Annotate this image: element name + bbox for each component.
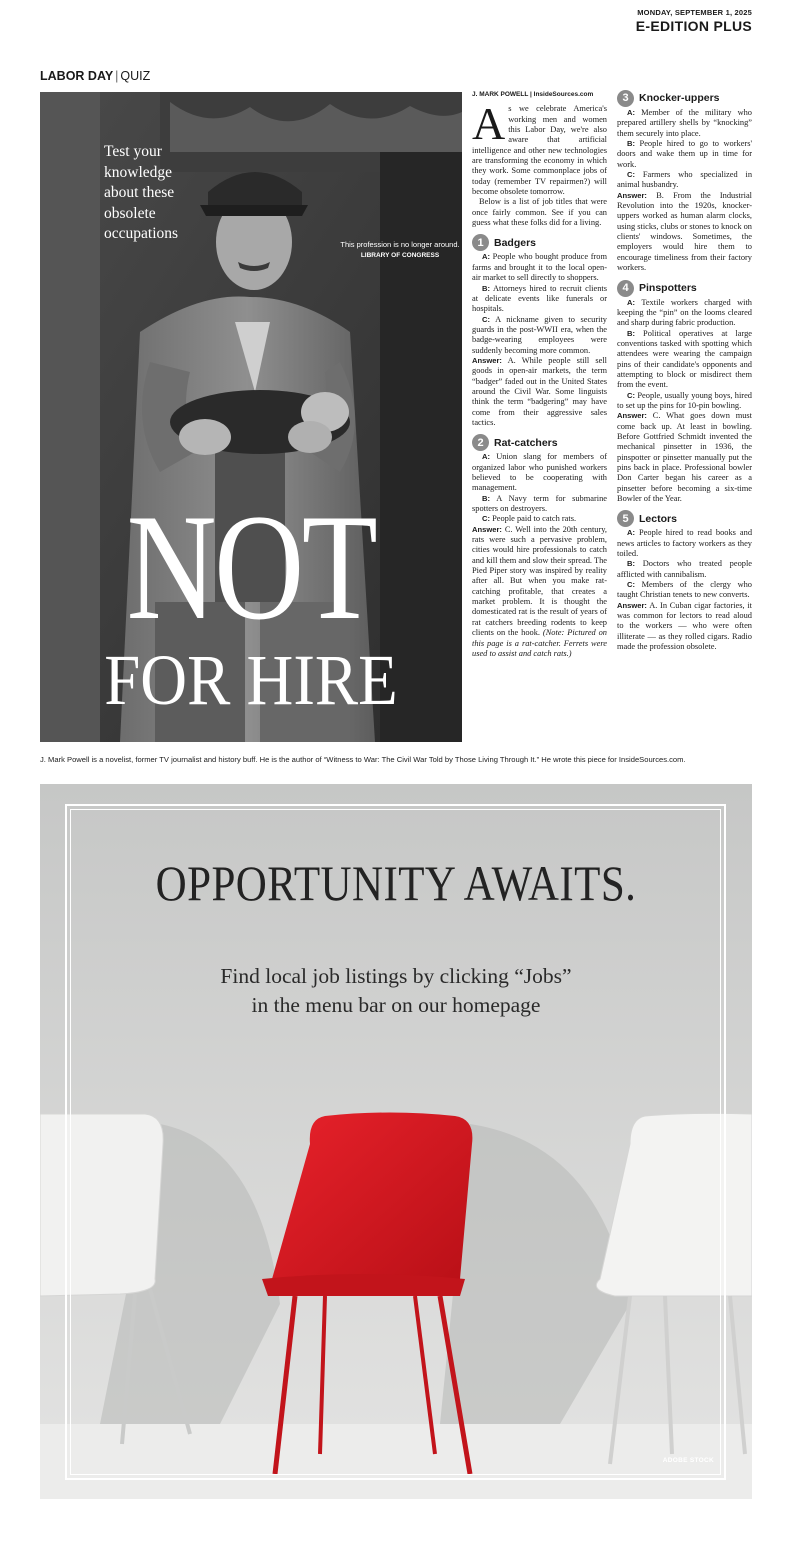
- answer-text: A. In Cuban cigar factories, it was common for lectors to read aloud to the workers — who were often illiterate — as they rolled cigars. Radio made the profession obsolete.: [617, 600, 752, 652]
- option-a: [472, 252, 607, 283]
- option-c: [617, 391, 752, 412]
- caption-text: This profession is no longer around.: [340, 240, 460, 249]
- answer: [472, 356, 607, 428]
- headline-not: NOT: [126, 483, 376, 651]
- answer-label: Answer:: [472, 355, 502, 365]
- question-title: Pinspotters: [639, 281, 697, 294]
- question-header: [617, 280, 752, 297]
- intro-paragraph-2: Below is a list of job titles that were once fairly common. See if you can guess what these folks did for a living.: [472, 197, 607, 228]
- option-b: [617, 139, 752, 170]
- photo-tease: Test your knowledge about these obsolete occupations: [104, 143, 179, 242]
- question-number-badge: 3: [617, 90, 634, 107]
- question-number-badge: 2: [472, 434, 489, 451]
- section-divider: |: [115, 69, 119, 83]
- drop-cap: A: [472, 98, 506, 150]
- option-a: [472, 452, 607, 493]
- option-c-text: People paid to catch rats.: [492, 514, 577, 524]
- question-title: Badgers: [494, 236, 537, 249]
- ad-subheadline: [40, 962, 752, 1020]
- option-a-label: A:: [627, 528, 636, 538]
- option-c: [472, 514, 607, 524]
- section-label: [40, 69, 150, 83]
- option-b-label: B:: [627, 139, 636, 149]
- option-b-text: A Navy term for submarine spotters on destroyers.: [472, 493, 607, 514]
- option-c-label: C:: [482, 314, 491, 324]
- option-b-label: B:: [627, 328, 636, 338]
- option-b-text: People hired to go to workers' doors and wake them up in time for work.: [617, 139, 752, 169]
- option-a-text: People hired to read books and news articles to factory workers as they toiled.: [617, 528, 753, 559]
- option-b: [472, 494, 607, 515]
- ad-headline: OPPORTUNITY AWAITS.: [155, 855, 637, 911]
- article-column-1: [472, 90, 607, 659]
- option-a-text: Textile workers charged with keeping the “pin” on the looms cleared and sharp during fabric production.: [617, 297, 752, 328]
- answer: [472, 525, 607, 659]
- option-c-text: Farmers who specialized in animal husbandry.: [617, 170, 752, 190]
- question-header: [472, 234, 607, 251]
- question-number-badge: 4: [617, 280, 634, 297]
- option-c: [472, 315, 607, 356]
- option-a-label: A:: [627, 108, 636, 117]
- option-a: [617, 528, 752, 559]
- option-a-text: People who bought produce from farms and brought it to the local open-air market to sell directly to shoppers.: [472, 252, 607, 283]
- question-number-badge: 5: [617, 510, 634, 527]
- option-c-label: C:: [482, 514, 491, 524]
- option-c: [617, 170, 752, 191]
- answer: [617, 601, 752, 653]
- author-bio: J. Mark Powell is a novelist, former TV journalist and history buff. He is the author of “Witness to War: The Civil War Told by Those Living Through It.” He wrote this piece for InsideSources.com.: [40, 755, 686, 764]
- option-b-label: B:: [482, 493, 491, 503]
- question-header: [617, 90, 752, 107]
- option-b-text: Attorneys hired to recruit clients at delicate events like funerals or hospitals.: [472, 283, 607, 314]
- answer: [617, 411, 752, 504]
- question-title: Lectors: [639, 512, 677, 525]
- answer-label: Answer:: [472, 524, 502, 534]
- option-a-text: Member of the military who prepared artillery shells by “knocking” them securely into place.: [617, 108, 752, 138]
- option-c-text: People, usually young boys, hired to set up the pins for 10-pin bowling.: [617, 390, 752, 410]
- option-a-label: A:: [482, 452, 491, 462]
- answer-text: B. From the Industrial Revolution into the 1920s, knocker-uppers worked as human alarm clocks, using sticks, clubs or stones to knock on clients' windows. Sometimes, the employers would hire them to encourage timeliness from their factory workers.: [617, 190, 752, 273]
- answer-label: Answer:: [617, 190, 647, 200]
- question-header: [472, 434, 607, 451]
- answer-label: Answer:: [617, 600, 647, 610]
- byline: J. MARK POWELL | InsideSources.com: [472, 91, 594, 98]
- feature-photo: [40, 92, 462, 742]
- option-c-text: A nickname given to security guards in the post-WWII era, when the badge-wearing employees were suddenly becoming more common.: [472, 314, 607, 355]
- answer-text: A. While people still sell goods in open-air markets, the term “badger” faded out in the United States around the Civil War. Some linguists think the term “badgering” may have come from their aggressive sales tactics.: [472, 355, 607, 427]
- option-c: [617, 580, 752, 601]
- answer-text: C. Well into the 20th century, rats were such a pervasive problem, cities would hire professionals to catch and kill them and slow their spread. The Pied Piper story was inspired by reality after all. But when you make rat-catching profitable, that creates a market problem. It is thought the domesticated rat is the result of years of rat catchers breeding rodents to keep clients on the hook.: [472, 524, 608, 638]
- article-column-2: [617, 90, 752, 653]
- answer-note: (Note: Pictured on this page is a rat-catcher. Ferrets were used to assist and catch rats.): [472, 628, 607, 658]
- section-primary: LABOR DAY: [40, 69, 114, 83]
- option-a: [617, 108, 752, 139]
- option-b: [617, 329, 752, 391]
- question-title: Knocker-uppers: [639, 92, 720, 105]
- option-a-label: A:: [627, 297, 636, 307]
- option-c-text: Members of the clergy who taught Christian tenets to new converts.: [617, 580, 752, 600]
- answer: [617, 191, 752, 274]
- ad-subheadline-line-2: in the menu bar on our homepage: [251, 993, 541, 1017]
- option-b-text: Doctors who treated people afflicted with cannibalism.: [617, 559, 752, 579]
- answer-label: Answer:: [617, 411, 647, 421]
- headline-for-hire: FOR HIRE: [104, 640, 398, 720]
- photo-caption: [340, 240, 460, 261]
- question-header: [617, 510, 752, 527]
- option-b: [472, 284, 607, 315]
- option-c-label: C:: [627, 580, 636, 590]
- edition-title: E-EDITION PLUS: [635, 18, 752, 34]
- photo-credit: LIBRARY OF CONGRESS: [360, 252, 440, 259]
- section-secondary: QUIZ: [120, 69, 151, 83]
- masthead: [636, 8, 752, 34]
- option-b-label: B:: [482, 283, 491, 293]
- edition-date: MONDAY, SEPTEMBER 1, 2025: [637, 8, 752, 17]
- option-c-label: C:: [627, 390, 636, 400]
- option-a-label: A:: [482, 252, 491, 262]
- question-number-badge: 1: [472, 234, 489, 251]
- option-b-label: B:: [627, 559, 636, 569]
- ad-image-credit: ADOBE STOCK: [662, 1457, 714, 1464]
- option-a-text: Union slang for members of organized labor who punished workers believed to be cooperating with management.: [472, 452, 607, 493]
- answer-text: C. What goes down must come back up. At least in bowling. Before Gottfried Schmidt invented the mechanical pinsetter in 1936, the pinspotter or pinsetter manually put the pins back in place. Professional bowler Don Carter began his career as a pinsetter before becoming a six-time Bowler of the Year.: [617, 411, 752, 504]
- question-title: Rat-catchers: [494, 436, 558, 449]
- option-b-text: Political operatives at large conventions tasked with spotting which attendees were wearing the campaign pins of their candidate's opponents and attempting to block or misdirect them from the event.: [617, 328, 753, 390]
- ad-subheadline-line-1: Find local job listings by clicking “Jobs”: [220, 964, 572, 988]
- intro-paragraph: s we celebrate America's working men and women this Labor Day, we're also aware that artificial intelligence and other new technologies are transforming the economy in which they work. Some commonplace jobs of today (remember TV repairmen?) will become obsolete tomorrow.: [472, 104, 607, 197]
- option-c-label: C:: [627, 170, 636, 180]
- jobs-advertisement[interactable]: [40, 784, 752, 1499]
- option-b: [617, 559, 752, 580]
- option-a: [617, 298, 752, 329]
